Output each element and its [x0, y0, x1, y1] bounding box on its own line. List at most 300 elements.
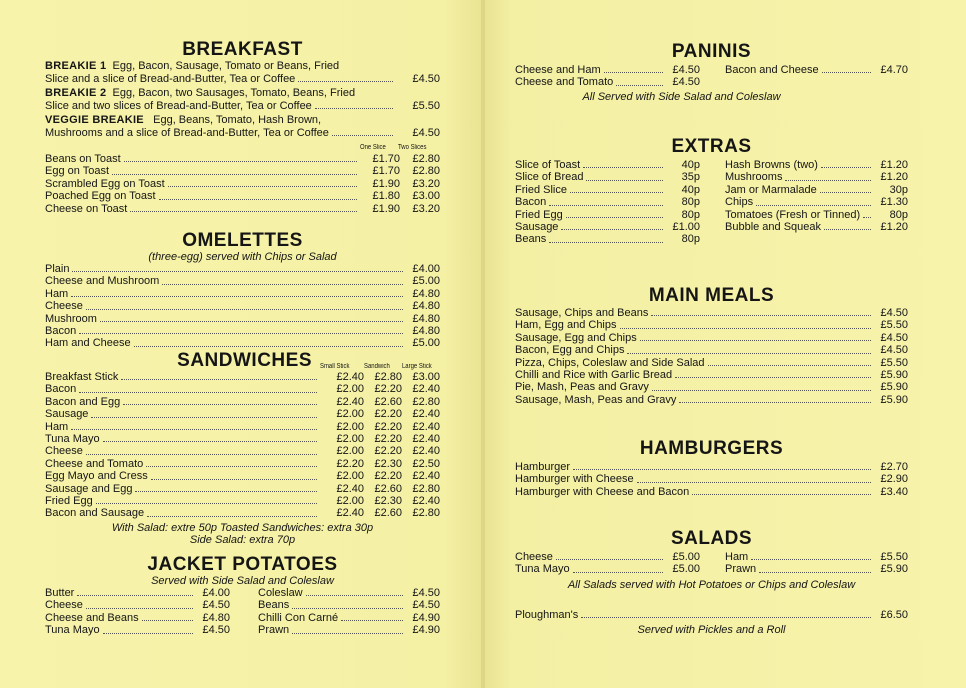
- dot-leader: [759, 572, 871, 573]
- menu-item-row: [45, 300, 440, 312]
- item-name: Hamburger with Cheese and Bacon: [515, 485, 690, 498]
- toast-header-two: Two Slices: [398, 144, 427, 151]
- item-name: Cheese: [45, 599, 83, 612]
- menu-item-row: [515, 332, 908, 344]
- item-price: £4.70: [880, 64, 908, 76]
- dot-leader: [822, 72, 871, 73]
- hamburgers-title: HAMBURGERS: [639, 438, 784, 459]
- item-name: Beans: [515, 233, 547, 246]
- item-price: £2.00: [336, 470, 364, 483]
- item-name: Hamburger with Cheese: [515, 473, 634, 486]
- menu-item-row: [725, 221, 908, 233]
- dot-leader: [112, 174, 357, 175]
- item-name: Jam or Marmalade: [725, 183, 817, 196]
- item-price: £2.60: [374, 507, 402, 520]
- dot-leader: [147, 516, 317, 517]
- item-price: 30p: [889, 183, 908, 196]
- item-price: £5.50: [880, 356, 908, 369]
- item-price: £5.90: [880, 563, 908, 576]
- dot-leader: [79, 333, 403, 334]
- dot-leader: [675, 377, 871, 378]
- item-price: £4.50: [880, 331, 908, 344]
- item-price: £2.20: [374, 445, 402, 458]
- item-name: Bubble and Squeak: [725, 221, 822, 234]
- breakie-2: [45, 87, 440, 112]
- menu-item-row: [45, 396, 440, 408]
- item-price: £2.80: [412, 165, 440, 178]
- item-name: Ham: [45, 420, 69, 433]
- item-price: £4.80: [412, 300, 440, 313]
- menu-item-row: [515, 473, 908, 485]
- item-price: £1.30: [880, 196, 908, 209]
- dot-leader: [86, 454, 317, 455]
- dot-leader: [785, 180, 871, 181]
- menu-item-row: [515, 563, 700, 575]
- menu-item-row: [725, 171, 908, 183]
- dot-leader: [146, 466, 317, 467]
- item-name: Butter: [45, 587, 75, 599]
- dot-leader: [91, 417, 317, 418]
- menu-item-row: [515, 171, 700, 183]
- menu-item-row: [258, 587, 440, 599]
- dot-leader: [151, 479, 317, 480]
- combo-line: Egg, Bacon, two Sausages, Tomato, Beans, Fried: [112, 87, 356, 99]
- menu-item-row: [45, 421, 440, 433]
- dot-leader: [824, 229, 871, 230]
- sandwich-header-large: Large Stick: [402, 363, 432, 370]
- extras-title: EXTRAS: [671, 136, 752, 157]
- dot-leader: [573, 469, 871, 470]
- veggie-breakie: [45, 114, 440, 139]
- dot-leader: [77, 595, 193, 596]
- menu-item-row: [515, 307, 908, 319]
- item-name: Cheese: [515, 551, 553, 563]
- item-price: £1.90: [372, 177, 400, 190]
- item-name: Sausage, Chips and Beans: [515, 307, 649, 319]
- dot-leader: [820, 192, 871, 193]
- menu-item-row: [45, 337, 440, 349]
- dot-leader: [616, 85, 663, 86]
- dot-leader: [708, 365, 871, 366]
- item-price: £5.90: [880, 393, 908, 406]
- item-price: 40p: [681, 159, 700, 171]
- item-name: Bacon and Cheese: [725, 64, 819, 76]
- item-price: £3.20: [412, 202, 440, 215]
- breakfast-title: BREAKFAST: [182, 39, 303, 60]
- item-price: £1.90: [372, 202, 400, 215]
- breakfast-section: [45, 40, 440, 215]
- item-price: £2.30: [374, 457, 402, 470]
- item-price: £2.40: [412, 470, 440, 483]
- toast-list: [45, 153, 440, 215]
- item-name: Hash Browns (two): [725, 159, 818, 171]
- menu-item-row: [45, 383, 440, 395]
- item-name: Egg on Toast: [45, 165, 110, 178]
- item-price: £2.40: [336, 482, 364, 495]
- jacket-section: [45, 555, 440, 637]
- item-price: £2.40: [412, 383, 440, 396]
- item-name: Slice of Bread: [515, 171, 584, 184]
- item-price: £2.80: [374, 371, 402, 383]
- omelettes-section: [45, 231, 440, 350]
- item-price: £5.90: [880, 381, 908, 394]
- sandwich-header-sandwich: Sandwich: [364, 363, 390, 370]
- item-name: Cheese and Tomato: [515, 76, 614, 89]
- item-price: £2.00: [336, 420, 364, 433]
- paninis-note: All Served with Side Salad and Coleslaw: [582, 90, 781, 103]
- dot-leader: [341, 620, 403, 621]
- item-price: £4.50: [412, 599, 440, 612]
- sandwiches-title: SANDWICHES: [177, 350, 312, 371]
- item-price: £2.30: [374, 495, 402, 508]
- item-price: £4.00: [412, 263, 440, 275]
- salads-right-list: [725, 551, 908, 576]
- item-price: 80p: [889, 208, 908, 221]
- item-name: Tuna Mayo: [45, 624, 100, 637]
- sandwich-header-small: Small Stick: [320, 363, 350, 370]
- menu-item-row: [45, 599, 230, 611]
- dot-leader: [751, 559, 871, 560]
- item-price: £2.20: [374, 420, 402, 433]
- item-price: £2.00: [336, 433, 364, 446]
- dot-leader: [130, 211, 357, 212]
- item-name: Pizza, Chips, Coleslaw and Side Salad: [515, 356, 705, 369]
- item-name: Ham: [45, 287, 69, 300]
- dot-leader: [79, 392, 317, 393]
- menu-item-row: [45, 408, 440, 420]
- item-price: £5.00: [412, 275, 440, 288]
- mains-title: MAIN MEALS: [648, 285, 775, 306]
- item-price: £2.40: [412, 420, 440, 433]
- dot-leader: [134, 346, 403, 347]
- item-price: £2.40: [336, 371, 364, 383]
- paninis-title: PANINIS: [671, 41, 752, 62]
- dot-leader: [679, 402, 871, 403]
- item-price: £5.50: [880, 551, 908, 563]
- dot-leader: [292, 633, 403, 634]
- sandwich-list: [45, 371, 440, 520]
- menu-item-row: [515, 486, 908, 498]
- item-name: Coleslaw: [258, 587, 303, 599]
- extras-right-list: [725, 159, 908, 246]
- item-price: £4.50: [202, 624, 230, 637]
- item-name: Beans: [258, 599, 290, 612]
- menu-item-row: [725, 551, 908, 563]
- breakie-1: [45, 60, 440, 85]
- combo-price: £4.50: [412, 72, 440, 85]
- item-price: £1.70: [372, 153, 400, 165]
- menu-item-row: [515, 319, 908, 331]
- menu-item-row: [515, 76, 700, 88]
- dot-leader: [549, 205, 663, 206]
- item-price: £2.40: [336, 395, 364, 408]
- item-price: £2.20: [374, 433, 402, 446]
- dot-leader: [573, 572, 663, 573]
- menu-item-row: [45, 371, 440, 383]
- item-price: £2.40: [336, 507, 364, 520]
- dot-leader: [640, 340, 871, 341]
- ploughmans-row: [515, 609, 908, 621]
- item-price: £4.80: [412, 312, 440, 325]
- menu-item-row: [725, 64, 908, 76]
- menu-item-row: [515, 369, 908, 381]
- dot-leader: [123, 404, 317, 405]
- item-name: Breakfast Stick: [45, 371, 119, 383]
- item-price: £4.80: [412, 325, 440, 338]
- item-price: £4.90: [412, 611, 440, 624]
- item-price: £1.20: [880, 221, 908, 234]
- menu-item-row: [515, 159, 700, 171]
- menu-item-row: [45, 587, 230, 599]
- dot-leader: [604, 72, 663, 73]
- item-price: £4.50: [202, 599, 230, 612]
- item-name: Mushroom: [45, 312, 97, 325]
- menu-item-row: [515, 551, 700, 563]
- menu-item-row: [45, 288, 440, 300]
- item-price: 35p: [681, 171, 700, 184]
- menu-item-row: [45, 612, 230, 624]
- item-price: £4.90: [412, 624, 440, 637]
- menu-item-row: [45, 470, 440, 482]
- item-name: Poached Egg on Toast: [45, 190, 156, 203]
- item-price: £1.20: [880, 171, 908, 184]
- item-name: Mushrooms: [725, 171, 783, 184]
- item-price: £2.60: [374, 395, 402, 408]
- item-price: £4.50: [880, 307, 908, 319]
- item-name: Ploughman's: [515, 608, 579, 621]
- item-price: £3.20: [412, 177, 440, 190]
- dot-leader: [121, 379, 317, 380]
- item-price: £5.90: [880, 369, 908, 382]
- item-price: £5.00: [672, 563, 700, 576]
- menu-item-row: [515, 357, 908, 369]
- menu-item-row: [515, 394, 908, 406]
- menu-item-row: [45, 445, 440, 457]
- dot-leader: [556, 559, 663, 560]
- menu-item-row: [45, 275, 440, 287]
- dot-leader: [637, 482, 871, 483]
- menu-item-row: [258, 612, 440, 624]
- menu-item-row: [725, 196, 908, 208]
- item-name: Egg Mayo and Cress: [45, 470, 148, 483]
- menu-item-row: [45, 190, 440, 202]
- item-price: £2.40: [412, 445, 440, 458]
- item-price: £2.40: [412, 433, 440, 446]
- item-name: Sausage and Egg: [45, 482, 133, 495]
- combo-line: Slice and a slice of Bread-and-Butter, Tea or Coffee: [45, 72, 296, 85]
- menu-item-row: [515, 209, 700, 221]
- jacket-title: JACKET POTATOES: [147, 554, 338, 575]
- salads-title: SALADS: [670, 528, 753, 549]
- item-price: £3.00: [412, 190, 440, 203]
- item-price: £2.20: [374, 408, 402, 421]
- dot-leader: [566, 217, 663, 218]
- dot-leader: [306, 595, 403, 596]
- item-name: Tuna Mayo: [45, 433, 100, 446]
- dot-leader: [159, 199, 358, 200]
- item-price: £3.40: [880, 485, 908, 498]
- menu-item-row: [515, 184, 700, 196]
- dot-leader: [756, 205, 871, 206]
- item-name: Ham, Egg and Chips: [515, 319, 617, 332]
- dot-leader: [863, 217, 871, 218]
- jacket-subtitle: Served with Side Salad and Coleslaw: [151, 575, 334, 587]
- panini-right-list: [725, 64, 908, 89]
- menu-item-row: [515, 381, 908, 393]
- item-name: Cheese: [45, 445, 83, 458]
- item-price: £4.50: [672, 64, 700, 76]
- combo-line: Egg, Beans, Tomato, Hash Brown,: [153, 114, 322, 126]
- combo-price: £4.50: [412, 126, 440, 139]
- dot-leader: [103, 441, 317, 442]
- item-price: £1.00: [672, 221, 700, 234]
- item-price: £2.20: [374, 383, 402, 396]
- item-price: £2.60: [374, 482, 402, 495]
- item-name: Fried Egg: [45, 495, 93, 508]
- sandwich-note-1: With Salad: extre 50p Toasted Sandwiches: extra 30p: [111, 521, 374, 534]
- item-price: £5.00: [672, 551, 700, 563]
- item-price: £2.20: [374, 470, 402, 483]
- dot-leader: [86, 309, 403, 310]
- item-price: £5.00: [412, 337, 440, 350]
- dot-leader: [821, 167, 871, 168]
- combo-name: BREAKIE 1: [45, 60, 107, 72]
- menu-item-row: [45, 165, 440, 177]
- dot-leader: [168, 186, 357, 187]
- item-price: £2.80: [412, 507, 440, 520]
- item-name: Cheese: [45, 300, 83, 313]
- item-name: Sausage: [515, 221, 559, 234]
- paninis-section: [515, 42, 908, 103]
- item-name: Sausage, Egg and Chips: [515, 331, 637, 344]
- menu-item-row: [515, 344, 908, 356]
- page-fold: [481, 0, 485, 688]
- salads-section: [515, 529, 908, 636]
- salads-note: All Salads served with Hot Potatoes or Chips and Coleslaw: [567, 578, 856, 591]
- hamburgers-list: [515, 461, 908, 498]
- menu-item-row: [45, 203, 440, 215]
- item-name: Bacon and Egg: [45, 395, 121, 408]
- dot-leader: [142, 620, 193, 621]
- combo-line: Slice and two slices of Bread-and-Butter, Tea or Coffee: [45, 99, 312, 112]
- jacket-right-list: [258, 587, 440, 637]
- item-name: Bacon and Sausage: [45, 507, 145, 520]
- item-name: Beans on Toast: [45, 153, 121, 165]
- dot-leader: [570, 192, 663, 193]
- menu-item-row: [725, 209, 908, 221]
- menu-item-row: [45, 433, 440, 445]
- item-price: £4.50: [412, 587, 440, 599]
- menu-item-row: [45, 178, 440, 190]
- item-name: Slice of Toast: [515, 159, 581, 171]
- dot-leader: [96, 503, 317, 504]
- omelettes-subtitle: (three-egg) served with Chips or Salad: [148, 251, 337, 263]
- item-price: £1.80: [372, 190, 400, 203]
- menu-item-row: [45, 153, 440, 165]
- item-name: Scrambled Egg on Toast: [45, 177, 165, 190]
- item-price: £2.70: [880, 461, 908, 473]
- mains-section: [515, 286, 908, 406]
- dot-leader: [162, 284, 403, 285]
- item-price: 80p: [681, 196, 700, 209]
- dot-leader: [103, 633, 193, 634]
- item-name: Bacon: [45, 383, 77, 396]
- dot-leader: [652, 390, 871, 391]
- extras-section: [515, 137, 908, 246]
- item-price: £2.00: [336, 408, 364, 421]
- menu-item-row: [725, 184, 908, 196]
- item-name: Fried Slice: [515, 183, 567, 196]
- item-price: £2.00: [336, 383, 364, 396]
- menu-item-row: [45, 263, 440, 275]
- menu-item-row: [45, 458, 440, 470]
- item-name: Chilli and Rice with Garlic Bread: [515, 369, 673, 382]
- omelettes-title: OMELETTES: [182, 230, 303, 251]
- item-name: Pie, Mash, Peas and Gravy: [515, 381, 649, 394]
- item-price: £2.90: [880, 473, 908, 486]
- item-name: Cheese and Tomato: [45, 457, 144, 470]
- hamburgers-section: [515, 439, 908, 498]
- dot-leader: [620, 328, 872, 329]
- item-price: £3.00: [412, 371, 440, 383]
- menu-item-row: [45, 507, 440, 519]
- dot-leader: [692, 494, 871, 495]
- combo-price: £5.50: [412, 99, 440, 112]
- menu-item-row: [45, 325, 440, 337]
- item-price: £2.00: [336, 445, 364, 458]
- dot-leader: [71, 296, 403, 297]
- dot-leader: [100, 321, 403, 322]
- dot-leader: [135, 491, 317, 492]
- item-name: Hamburger: [515, 461, 571, 473]
- dot-leader: [561, 229, 663, 230]
- item-price: 40p: [681, 183, 700, 196]
- item-name: Ham: [725, 551, 749, 563]
- sandwiches-section: [45, 351, 440, 546]
- item-price: £1.70: [372, 165, 400, 178]
- ploughmans-note: Served with Pickles and a Roll: [637, 624, 786, 637]
- menu-item-row: [258, 624, 440, 636]
- dot-leader: [583, 167, 663, 168]
- item-name: Ham and Cheese: [45, 337, 131, 350]
- item-price: £2.40: [412, 495, 440, 508]
- item-price: £4.50: [672, 76, 700, 89]
- toast-header-one: One Slice: [360, 144, 386, 151]
- dot-leader: [124, 161, 357, 162]
- item-price: £2.40: [412, 408, 440, 421]
- menu-item-row: [725, 563, 908, 575]
- item-price: £2.80: [412, 395, 440, 408]
- item-name: Cheese and Beans: [45, 611, 139, 624]
- item-price: £4.80: [412, 287, 440, 300]
- item-name: Prawn: [258, 624, 290, 637]
- combo-name: BREAKIE 2: [45, 87, 107, 99]
- item-name: Cheese and Mushroom: [45, 275, 160, 288]
- dot-leader: [86, 608, 193, 609]
- combo-name: VEGGIE BREAKIE: [45, 114, 144, 126]
- dot-leader: [549, 242, 663, 243]
- item-name: Tuna Mayo: [515, 563, 570, 576]
- menu-item-row: [515, 221, 700, 233]
- item-name: Sausage: [45, 408, 89, 421]
- menu-item-row: [45, 313, 440, 325]
- panini-left-list: [515, 64, 700, 89]
- dot-leader: [72, 271, 403, 272]
- item-name: Sausage, Mash, Peas and Gravy: [515, 393, 677, 406]
- item-name: Bacon: [45, 325, 77, 338]
- item-price: £5.50: [880, 319, 908, 332]
- item-name: Plain: [45, 263, 70, 275]
